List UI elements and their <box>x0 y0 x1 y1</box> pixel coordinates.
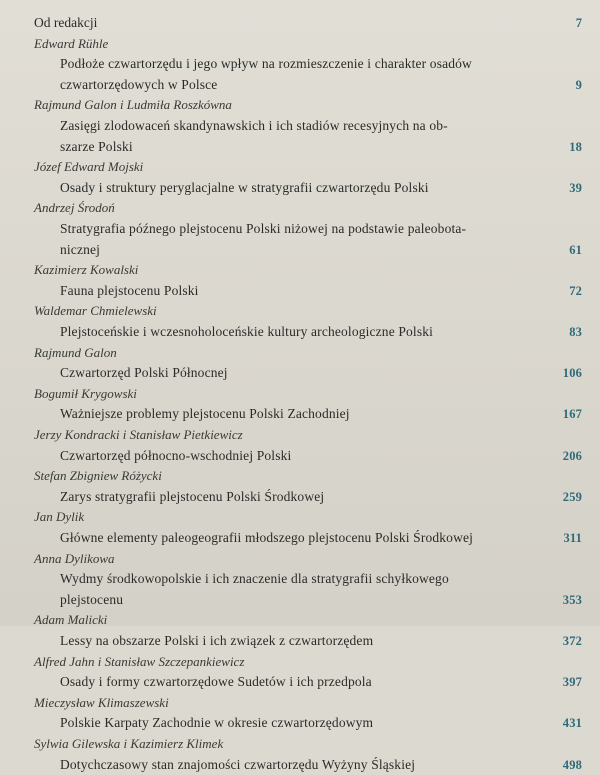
entry-title-text: Fauna plejstocenu Polski <box>60 282 199 298</box>
page-number: 206 <box>562 448 582 463</box>
toc-title-line <box>0 487 600 507</box>
leader-dots <box>205 281 548 301</box>
leader-dots <box>479 528 548 548</box>
entry-title-text: Wydmy środkowopolskie i ich znaczenie dla stratygrafii schyłkowego <box>60 571 449 587</box>
entry-title-text: Główne elementy paleogeografii młodszego plejstocenu Polski Środkowej <box>60 530 474 545</box>
author-name: Jan Dylik <box>34 509 85 525</box>
leader-dots <box>439 322 548 342</box>
leader-dots <box>356 404 548 424</box>
leader-dots <box>379 713 548 733</box>
entry-title-text: Czwartorzęd Polski Północnej <box>60 365 228 381</box>
entry-title-text: Zarys stratygrafii plejstocenu Polski Środkowej <box>60 488 325 504</box>
entry-title-text: Stratygrafia późnego plejstocenu Polski niżowej na podstawie paleobota- <box>60 221 467 236</box>
author-name: Rajmund Galon <box>34 344 117 360</box>
toc-title-line <box>0 281 600 301</box>
toc-author <box>0 301 600 321</box>
toc-title-line <box>0 240 600 260</box>
toc-author <box>0 343 600 363</box>
entry-title-text: Lessy na obszarze Polski i ich związek z czwartorzędem <box>60 633 374 648</box>
toc-title-line <box>0 219 600 239</box>
toc-author <box>0 157 600 177</box>
toc-author <box>0 260 600 280</box>
page-number: 39 <box>569 180 582 195</box>
leader-dots <box>103 13 548 33</box>
toc-title-line <box>0 178 600 198</box>
page-number: 106 <box>562 366 582 381</box>
leader-dots <box>435 178 548 198</box>
toc-title-line <box>0 116 600 136</box>
entry-title-text: Polskie Karpaty Zachodnie w okresie czwartorzędowym <box>60 715 374 731</box>
author-name: Alfred Jahn i Stanisław Szczepankiewicz <box>34 653 245 669</box>
leader-dots <box>139 137 548 157</box>
page-number: 397 <box>562 675 582 690</box>
toc-title-line <box>0 569 600 589</box>
page-number: 18 <box>569 139 582 154</box>
toc-editorial-line <box>0 13 600 33</box>
entry-title-text: Osady i struktury peryglacjalne w stratygrafii czwartorzędu Polski <box>60 179 429 195</box>
page-number: 311 <box>563 531 582 545</box>
page-number: 167 <box>562 407 582 422</box>
leader-dots <box>379 631 548 651</box>
leader-dots <box>330 487 548 507</box>
page-number: 61 <box>569 242 582 257</box>
toc-author <box>0 693 600 713</box>
author-name: Waldemar Chmielewski <box>34 303 157 319</box>
leader-dots <box>378 672 548 692</box>
toc-title-line <box>0 54 600 74</box>
toc-title-line <box>0 590 600 610</box>
entry-title-text: Dotychczasowy stan znajomości czwartorzędu Wyżyny Śląskiej <box>60 756 416 772</box>
page-number: 353 <box>562 592 582 607</box>
page-number: 83 <box>569 325 582 339</box>
toc-title-line <box>0 672 600 692</box>
toc-author <box>0 610 600 630</box>
author-name: Bogumił Krygowski <box>34 385 137 401</box>
author-name: Kazimierz Kowalski <box>34 262 139 278</box>
toc-author <box>0 466 600 486</box>
entry-title-text: Podłoże czwartorzędu i jego wpływ na rozmieszczenie i charakter osadów <box>60 56 472 72</box>
toc-title-line <box>0 75 600 95</box>
toc-title-line <box>0 404 600 424</box>
page-number: 9 <box>575 77 582 92</box>
toc-title-line <box>0 363 600 383</box>
entry-title-text: Czwartorzęd północno-wschodniej Polski <box>60 447 292 463</box>
entry-title-text: Osady i formy czwartorzędowe Sudetów i ich przedpola <box>60 674 372 690</box>
author-name: Andrzej Środoń <box>34 200 115 216</box>
author-name: Józef Edward Mojski <box>34 159 144 175</box>
entry-title-text: plejstocenu <box>60 591 124 607</box>
toc-title-line <box>0 713 600 733</box>
author-name: Rajmund Galon i Ludmiła Roszkówna <box>34 97 232 113</box>
entry-title-text: czwartorzędowych w Polsce <box>60 76 218 92</box>
author-name: Edward Rühle <box>34 35 109 51</box>
toc-title-line <box>0 446 600 466</box>
toc-title-line <box>0 137 600 157</box>
leader-dots <box>234 363 548 383</box>
page-number: 7 <box>575 16 582 30</box>
author-name: Adam Malicki <box>34 612 108 628</box>
author-name: Sylwia Gilewska i Kazimierz Klimek <box>34 736 224 751</box>
toc-author <box>0 734 600 754</box>
toc-author <box>0 198 600 218</box>
toc-author <box>0 507 600 527</box>
entry-title-text: Od redakcji <box>34 15 98 30</box>
page-number: 259 <box>562 489 582 504</box>
leader-dots <box>129 590 548 610</box>
entry-title-text: Zasięgi zlodowaceń skandynawskich i ich stadiów recesyjnych na ob- <box>60 118 448 133</box>
toc-title-line <box>0 631 600 651</box>
entry-title-text: Plejstoceńskie i wczesnoholoceńskie kultury archeologiczne Polski <box>60 324 434 339</box>
entry-title-text: nicznej <box>60 241 101 257</box>
page-number: 72 <box>569 283 582 298</box>
page-number: 431 <box>562 716 582 731</box>
entry-title-text: szarze Polski <box>60 138 133 154</box>
toc-title-line <box>0 322 600 342</box>
page-number: 498 <box>562 757 582 772</box>
toc-author <box>0 425 600 445</box>
author-name: Stefan Zbigniew Różycki <box>34 468 162 484</box>
leader-dots <box>421 755 548 775</box>
page-number: 372 <box>562 634 582 648</box>
toc-author <box>0 95 600 115</box>
author-name: Anna Dylikowa <box>34 550 115 566</box>
toc-title-line <box>0 528 600 548</box>
toc-author <box>0 549 600 569</box>
entry-title-text: Ważniejsze problemy plejstocenu Polski Zachodniej <box>60 406 350 422</box>
toc-title-line <box>0 755 600 775</box>
author-name: Jerzy Kondracki i Stanisław Pietkiewicz <box>34 427 243 442</box>
toc-author <box>0 384 600 404</box>
toc-author <box>0 34 600 54</box>
leader-dots <box>297 446 548 466</box>
leader-dots <box>223 75 548 95</box>
toc-author <box>0 652 600 672</box>
author-name: Mieczysław Klimaszewski <box>34 694 169 710</box>
leader-dots <box>106 240 548 260</box>
